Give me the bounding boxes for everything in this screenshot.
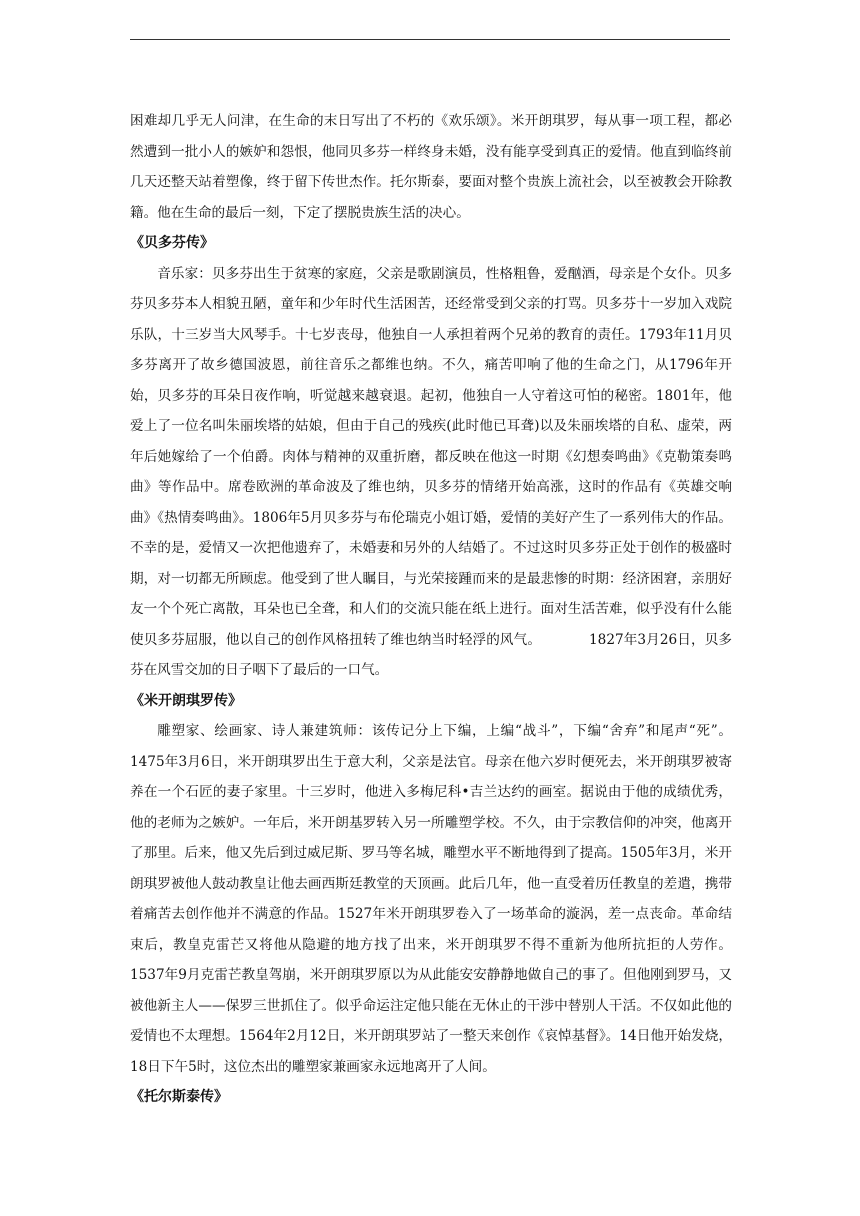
intro-paragraph: 困难却几乎无人问津，在生命的末日写出了不朽的《欢乐颂》。米开朗琪罗，每从事一项工程，都必然遭到一批小人的嫉妒和怨恨，他同贝多芬一样终身未婚，没有能享受到真正的爱情。他直到临终前几天还整天站着塑像，终于留下传世杰作。托尔斯泰，要面对整个贵族上流社会，以至被教会开除教籍。他在生命的最后一刻，下定了摆脱贵族生活的决心。: [130, 113, 732, 221]
document-body: [130, 106, 732, 1113]
section-paragraph-michelangelo: 雕塑家、绘画家、诗人兼建筑师：该传记分上下编，上编“战斗”，下编“舍弃”和尾声“死”。1475年3月6日，米开朗琪罗出生于意大利，父亲是法官。母亲在他六岁时便死去，米开朗琪罗被寄养在一个石匠的妻子家里。十三岁时，他进入多梅尼科•吉兰达约的画室。据说由于他的成绩优秀，他的老师为之嫉妒。一年后，米开朗基罗转入另一所雕塑学校。不久，由于宗教信仰的冲突，他离开了那里。后来，他又先后到过威尼斯、罗马等名城，雕塑水平不断地得到了提高。1505年3月，米开朗琪罗被他人鼓动教皇让他去画西斯廷教堂的天顶画。此后几年，他一直受着历任教皇的差遣，携带着痛苦去创作他并不满意的作品。1527年米开朗琪罗卷入了一场革命的漩涡，差一点丧命。革命结束后，教皇克雷芒又将他从隐避的地方找了出来，米开朗琪罗不得不重新为他所抗拒的人劳作。1537年9月克雷芒教皇驾崩，米开朗琪罗原以为从此能安安静静地做自己的事了。但他刚到罗马，又被他新主人——保罗三世抓住了。似乎命运注定他只能在无休止的干涉中替别人干活。不仅如此他的爱情也不太理想。1564年2月12日，米开朗琪罗站了一整天来创作《哀悼基督》。14日他开始发烧，18日下午5时，这位杰出的雕塑家兼画家永远地离开了人间。: [130, 723, 732, 1075]
section-title-michelangelo: 《米开朗琪罗传》: [130, 692, 242, 709]
section-title-tolstoy: 《托尔斯泰传》: [130, 1089, 228, 1105]
section-beethoven: [130, 228, 732, 686]
section-tolstoy: [130, 1082, 732, 1113]
section-paragraph-beethoven: 音乐家：贝多芬出生于贫寒的家庭，父亲是歌剧演员，性格粗鲁，爱酗酒，母亲是个女仆。贝多芬贝多芬本人相貌丑陋，童年和少年时代生活困苦，还经常受到父亲的打骂。贝多芬十一岁加入戏院乐队，十三岁当大风琴手。十七岁丧母，他独自一人承担着两个兄弟的教育的责任。1793年11月贝多芬离开了故乡德国波恩，前往音乐之都维也纳。不久，痛苦叩响了他的生命之门，从1796年开始，贝多芬的耳朵日夜作响，听觉越来越衰退。起初，他独自一人守着这可怕的秘密。1801年，他爱上了一位名叫朱丽埃塔的姑娘，但由于自己的残疾(此时他已耳聋)以及朱丽埃塔的自私、虚荣，两年后她嫁给了一个伯爵。肉体与精神的双重折磨，都反映在他这一时期《幻想奏鸣曲》《克勒策奏鸣曲》等作品中。席卷欧洲的革命波及了维也纳，贝多芬的情绪开始高涨，这时的作品有《英雄交响曲》《热情奏鸣曲》。1806年5月贝多芬与布伦瑞克小姐订婚，爱情的美好产生了一系列伟大的作品。不幸的是，爱情又一次把他遗弃了，未婚妻和另外的人结婚了。不过这时贝多芬正处于创作的极盛时期，对一切都无所顾虑。他受到了世人瞩目，与光荣接踵而来的是最悲惨的时期：经济困窘，亲朋好友一个个死亡离散，耳朵也已全聋，和人们的交流只能在纸上进行。面对生活苦难，似乎没有什么能使贝多芬屈服，他以自己的创作风格扭转了维也纳当时轻浮的风气。 1827年3月26日，贝多芬在风雪交加的日子咽下了最后的一口气。: [130, 265, 732, 678]
intro-block: [130, 106, 732, 228]
header-rule: [130, 39, 730, 40]
section-title-beethoven: 《贝多芬传》: [130, 235, 214, 251]
section-michelangelo: [130, 686, 732, 1083]
